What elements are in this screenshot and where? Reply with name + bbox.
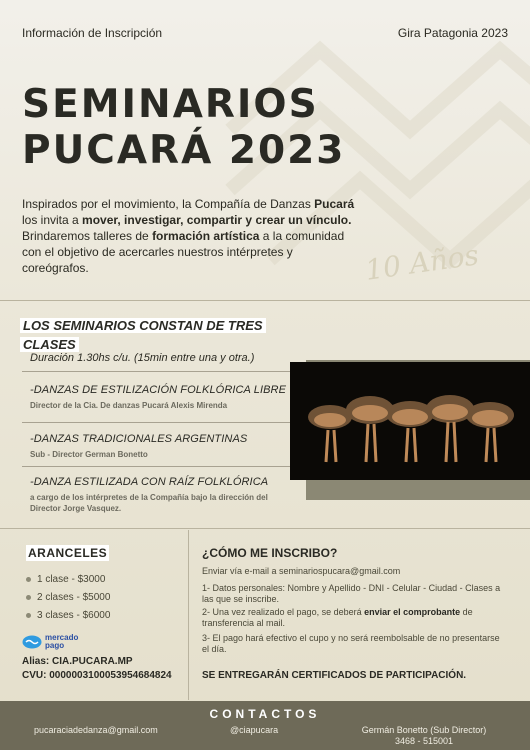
price-text: 2 clases - $5000 xyxy=(37,591,111,603)
class-item-1 xyxy=(30,384,290,411)
payment-cvu: CVU: 0000003100053954684824 xyxy=(22,670,172,681)
mp-line-2: pago xyxy=(45,641,65,650)
title-line-2: PUCARÁ 2023 xyxy=(22,128,346,173)
dancers-photo xyxy=(290,362,530,480)
bullet-icon xyxy=(26,595,31,600)
inscribo-step-3: 3- El pago hará efectivo el cupo y no será reembolsable de no presentarse el día. xyxy=(202,633,500,654)
price-text: 3 clases - $6000 xyxy=(37,609,111,621)
title-line-1: SEMINARIOS xyxy=(22,82,319,127)
mercadopago-text xyxy=(45,634,78,650)
inscribo-step-2 xyxy=(202,607,502,629)
class-title: -DANZA ESTILIZADA CON RAÍZ FOLKLÓRICA xyxy=(30,476,269,488)
page-title xyxy=(22,82,345,174)
class-detail: Sub - Director German Bonetto xyxy=(30,450,148,459)
footer-contact-name: Germán Bonetto (Sub Director) xyxy=(361,725,487,735)
class-divider-1 xyxy=(22,371,290,372)
class-divider-2 xyxy=(22,422,290,423)
class-divider-3 xyxy=(22,466,290,467)
section-divider-top xyxy=(0,300,530,301)
inscribo-title: ¿CÓMO ME INSCRIBO? xyxy=(202,546,338,560)
intro-text-2: los invita a xyxy=(22,213,83,227)
header-right: Gira Patagonia 2023 xyxy=(397,26,508,40)
intro-text-1: Inspirados por el movimiento, la Compañía de Danzas xyxy=(22,197,315,211)
aranceles-title-text: ARANCELES xyxy=(28,546,108,560)
bullet-icon xyxy=(26,577,31,582)
step2-text: 2- Una vez realizado el pago, se deberá xyxy=(202,607,365,617)
seminarios-heading-line1: LOS SEMINARIOS CONSTAN DE TRES xyxy=(23,318,263,333)
class-title: -DANZAS TRADICIONALES ARGENTINAS xyxy=(30,433,248,445)
anniversary-watermark: 10 Años xyxy=(363,238,481,287)
footer-contact-phone: 3468 - 515001 xyxy=(394,736,454,746)
mercadopago-logo xyxy=(22,634,78,650)
mp-line-1: mercado xyxy=(45,633,79,642)
inscribo-step-1: 1- Datos personales: Nombre y Apellido - DNI - Celular - Ciudad - Clases a las que se inscribe. xyxy=(202,583,501,604)
footer-title: CONTACTOS xyxy=(209,707,321,721)
price-text: 1 clase - $3000 xyxy=(37,573,106,585)
dancers-illustration xyxy=(290,362,530,480)
footer-contact xyxy=(344,725,504,747)
header-row xyxy=(22,26,508,40)
certificados-note: SE ENTREGARÁN CERTIFICADOS DE PARTICIPACIÓN. xyxy=(202,670,467,681)
class-item-2 xyxy=(30,433,290,460)
class-title: -DANZAS DE ESTILIZACIÓN FOLKLÓRICA LIBRE xyxy=(30,384,287,396)
step2-text-end: de transferencia al mail. xyxy=(202,607,473,628)
payment-alias: Alias: CIA.PUCARA.MP xyxy=(22,656,133,667)
intro-text-3: Brindaremos talleres de xyxy=(22,229,153,243)
aranceles-title xyxy=(26,546,109,560)
intro-bold-2: mover, investigar, compartir y crear un vínculo. xyxy=(82,213,352,227)
intro-bold-3: formación artística xyxy=(152,229,260,243)
header-left: Información de Inscripción xyxy=(22,26,163,40)
seminarios-heading-line2: CLASES xyxy=(23,337,76,352)
price-item-3 xyxy=(26,606,110,624)
column-divider xyxy=(188,530,189,700)
price-list xyxy=(26,570,110,624)
section-divider-bottom xyxy=(0,528,530,529)
price-item-2 xyxy=(26,588,110,606)
price-item-1 xyxy=(26,570,110,588)
handshake-icon xyxy=(22,635,42,649)
intro-bold-1: Pucará xyxy=(314,197,355,211)
class-detail: Director de la Cia. De danzas Pucará Alexis Mirenda xyxy=(30,401,228,410)
footer-contacts xyxy=(0,701,530,750)
class-item-3 xyxy=(30,476,290,514)
footer-instagram: @ciapucara xyxy=(230,725,279,735)
class-detail: a cargo de los intérpretes de la Compañía bajo la dirección del Director Jorge Vasquez. xyxy=(30,493,268,513)
seminarios-heading xyxy=(22,316,282,354)
seminarios-duration: Duración 1.30hs c/u. (15min entre una y otra.) xyxy=(30,352,255,364)
footer-email: pucaraciadedanza@gmail.com xyxy=(34,725,158,735)
intro-text-4: a la comunidad con el objetivo de acercarles nuestros intérpretes y coreógrafos. xyxy=(22,229,345,275)
inscribo-email: Enviar vía e-mail a seminariospucara@gmail.com xyxy=(202,566,401,576)
intro-paragraph xyxy=(22,196,362,276)
bullet-icon xyxy=(26,613,31,618)
step2-bold: enviar el comprobante xyxy=(364,607,461,617)
